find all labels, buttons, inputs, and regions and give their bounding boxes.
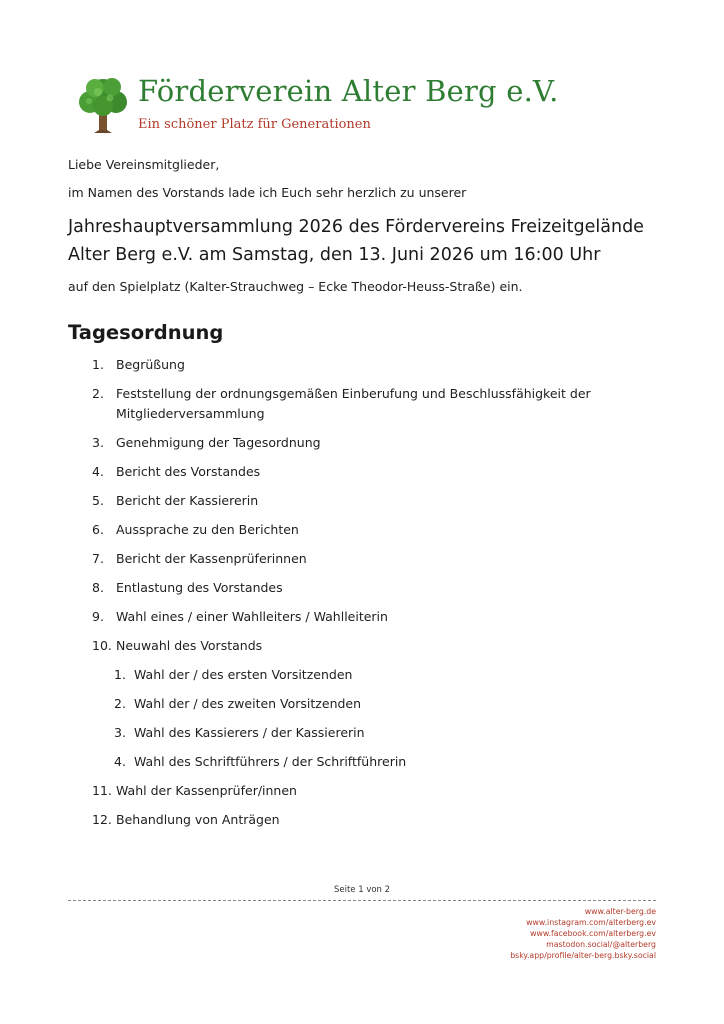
instagram-link[interactable]: www.instagram.com/alterberg.ev bbox=[526, 918, 656, 927]
agenda-title: Tagesordnung bbox=[68, 321, 224, 344]
agenda-item-text-line-1: Feststellung der ordnungsgemäßen Einberufung und Beschlussfähigkeit der bbox=[116, 386, 591, 401]
organization-name: Förderverein Alter Berg e.V. bbox=[138, 74, 559, 108]
agenda-item-number: 5. bbox=[92, 493, 104, 508]
agenda-subitem-text: Wahl der / des ersten Vorsitzenden bbox=[134, 667, 353, 682]
agenda-item-number: 9. bbox=[92, 609, 104, 624]
agenda-item-number: 11. bbox=[92, 783, 112, 798]
agenda-subitem-text: Wahl des Kassierers / der Kassiererin bbox=[134, 725, 365, 740]
footer-divider bbox=[68, 900, 656, 901]
agenda-item-number: 12. bbox=[92, 812, 112, 827]
agenda-subitem-number: 1. bbox=[114, 667, 126, 682]
website-link[interactable]: www.alter-berg.de bbox=[584, 907, 656, 916]
agenda-item-text bbox=[116, 384, 596, 424]
mastodon-link[interactable]: mastodon.social/@alterberg bbox=[546, 940, 656, 949]
agenda-item-number: 8. bbox=[92, 580, 104, 595]
agenda-subitem-text: Wahl der / des zweiten Vorsitzenden bbox=[134, 696, 362, 711]
agenda-item-text: Wahl eines / einer Wahlleiters / Wahlleiterin bbox=[116, 609, 388, 624]
agenda-item-text: Aussprache zu den Berichten bbox=[116, 522, 299, 537]
letter-greeting: Liebe Vereinsmitglieder, bbox=[68, 157, 220, 172]
agenda-subitem-number: 2. bbox=[114, 696, 126, 711]
meeting-headline bbox=[68, 213, 668, 269]
agenda-item-number: 7. bbox=[92, 551, 104, 566]
agenda-item-text: Bericht des Vorstandes bbox=[116, 464, 261, 479]
agenda-item-text: Bericht der Kassiererin bbox=[116, 493, 259, 508]
agenda-subitem-text: Wahl des Schriftführers / der Schriftführerin bbox=[134, 754, 407, 769]
agenda-item-text: Genehmigung der Tagesordnung bbox=[116, 435, 321, 450]
agenda-item-text: Bericht der Kassenprüferinnen bbox=[116, 551, 307, 566]
facebook-link[interactable]: www.facebook.com/alterberg.ev bbox=[530, 929, 656, 938]
agenda-subitem-number: 4. bbox=[114, 754, 126, 769]
agenda-item-number: 10. bbox=[92, 638, 112, 653]
bluesky-link[interactable]: bsky.app/profile/alter-berg.bsky.social bbox=[510, 951, 656, 960]
agenda-item-number: 3. bbox=[92, 435, 104, 450]
agenda-item-number: 4. bbox=[92, 464, 104, 479]
agenda-item-text: Neuwahl des Vorstands bbox=[116, 638, 263, 653]
meeting-headline-line-1: Jahreshauptversammlung 2026 des Fördervereins Freizeitgelände bbox=[68, 217, 644, 237]
agenda-subitem-number: 3. bbox=[114, 725, 126, 740]
agenda-item-text: Entlastung des Vorstandes bbox=[116, 580, 283, 595]
agenda-item-number: 2. bbox=[92, 386, 104, 401]
agenda-item-text: Begrüßung bbox=[116, 357, 185, 372]
footer-links bbox=[510, 906, 656, 961]
agenda-item-text: Wahl der Kassenprüfer/innen bbox=[116, 783, 297, 798]
agenda-item-number: 6. bbox=[92, 522, 104, 537]
tree-icon bbox=[74, 74, 132, 134]
meeting-location: auf den Spielplatz (Kalter-Strauchweg – Ecke Theodor-Heuss-Straße) ein. bbox=[68, 279, 523, 294]
agenda-item-text: Behandlung von Anträgen bbox=[116, 812, 280, 827]
agenda-item-number: 1. bbox=[92, 357, 104, 372]
agenda-item-text-line-2: Mitgliederversammlung bbox=[116, 406, 265, 421]
letterhead bbox=[74, 72, 674, 136]
meeting-headline-line-2: Alter Berg e.V. am Samstag, den 13. Juni 2026 um 16:00 Uhr bbox=[68, 245, 601, 265]
letter-intro: im Namen des Vorstands lade ich Euch sehr herzlich zu unserer bbox=[68, 185, 467, 200]
page-number: Seite 1 von 2 bbox=[333, 885, 391, 895]
organization-tagline: Ein schöner Platz für Generationen bbox=[138, 117, 371, 132]
